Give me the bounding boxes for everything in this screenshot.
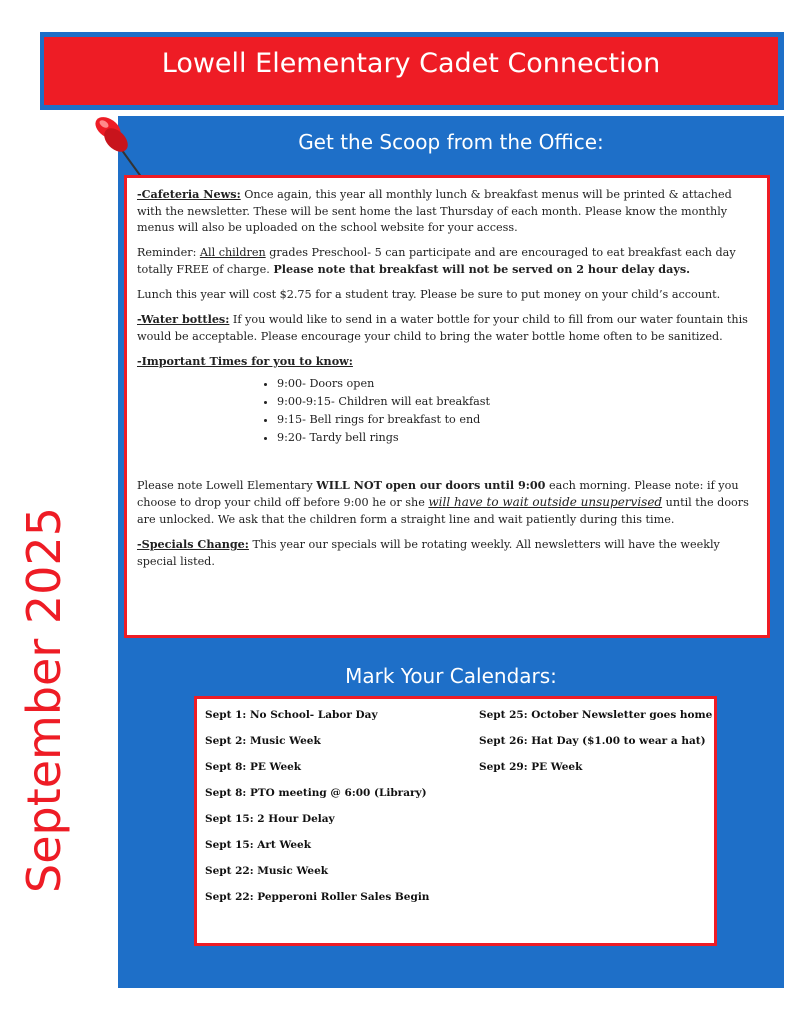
month-label: September 2025 (17, 507, 71, 893)
scoop-heading: Get the Scoop from the Office: (298, 130, 604, 154)
calendar-item: Sept 15: Art Week (205, 839, 312, 851)
specials-paragraph (137, 536, 757, 570)
calendar-item: Sept 2: Music Week (205, 735, 321, 747)
calendar-item: Sept 22: Music Week (205, 865, 329, 877)
calendar-item: Sept 25: October Newsletter goes home (479, 709, 713, 721)
reminder-paragraph (137, 245, 757, 279)
list-item: • 9:00- Doors open (277, 375, 757, 393)
water-paragraph (137, 311, 757, 345)
note-bold-2: open our doors until 9:00 (385, 477, 546, 492)
specials-text: This year our specials will be rotating weekly. All newsletters will have the weekly special listed. (137, 538, 720, 568)
office-news-box (124, 175, 770, 638)
note-emphasis: will have to wait outside unsupervised (428, 495, 663, 509)
cafeteria-text: Once again, this year all monthly lunch & breakfast menus will be printed & attached with the newsletter. These will be sent home the last Thursday of each month. Please know the monthly menus will also be uploaded on the school website for your access. (137, 188, 732, 234)
note-text-a: Please note Lowell Elementary (137, 478, 317, 492)
times-label: -Important Times for you to know: (137, 354, 353, 368)
calendar-item: Sept 15: 2 Hour Delay (205, 813, 335, 825)
cafeteria-label: -Cafeteria News: (137, 187, 241, 201)
newsletter-title: Lowell Elementary Cadet Connection (44, 37, 778, 105)
calendar-heading: Mark Your Calendars: (345, 664, 557, 688)
water-text: If you would like to send in a water bottle for your child to fill from our water fountain this would be acceptable. Please encourage your child to bring the water bottle home often to be sanitized. (137, 313, 748, 343)
reminder-underline: All children (199, 245, 266, 259)
note-text-d: until the doors are unlocked. We ask that the children form a straight line and wait patiently during this time. (137, 496, 749, 526)
lunch-paragraph: Lunch this year will cost $2.75 for a student tray. Please be sure to put money on your child’s account. (137, 287, 721, 301)
list-item: • 9:20- Tardy bell rings (277, 429, 757, 447)
water-label: -Water bottles: (137, 312, 230, 326)
cafeteria-paragraph (137, 186, 757, 237)
specials-label: -Specials Change: (137, 537, 249, 551)
list-item: • 9:00-9:15- Children will eat breakfast (277, 393, 757, 411)
note-text-c: each morning. Please note: if you choose to drop your child off before 9:00 he or she (137, 478, 739, 509)
list-item: • 9:15- Bell rings for breakfast to end (277, 411, 757, 429)
reminder-bold: Please note that breakfast will not be served on 2 hour delay days. (273, 262, 691, 276)
reminder-prefix: Reminder: (137, 245, 200, 259)
calendar-box (194, 696, 717, 946)
calendar-item: Sept 26: Hat Day ($1.00 to wear a hat) (479, 735, 706, 747)
doors-note-paragraph (137, 477, 757, 529)
calendar-right-column (479, 707, 712, 785)
calendar-left-column (205, 707, 429, 915)
calendar-item: Sept 8: PTO meeting @ 6:00 (Library) (205, 787, 427, 799)
calendar-item: Sept 22: Pepperoni Roller Sales Begin (205, 891, 430, 903)
calendar-item: Sept 29: PE Week (479, 761, 583, 773)
times-heading-paragraph (137, 353, 757, 371)
reminder-text: grades Preschool- 5 can participate and are encouraged to eat breakfast each day totally FREE of charge. (137, 245, 736, 276)
note-bold-1: WILL NOT (316, 477, 382, 492)
calendar-item: Sept 8: PE Week (205, 761, 302, 773)
calendar-item: Sept 1: No School- Labor Day (205, 709, 378, 721)
times-list (137, 375, 757, 447)
